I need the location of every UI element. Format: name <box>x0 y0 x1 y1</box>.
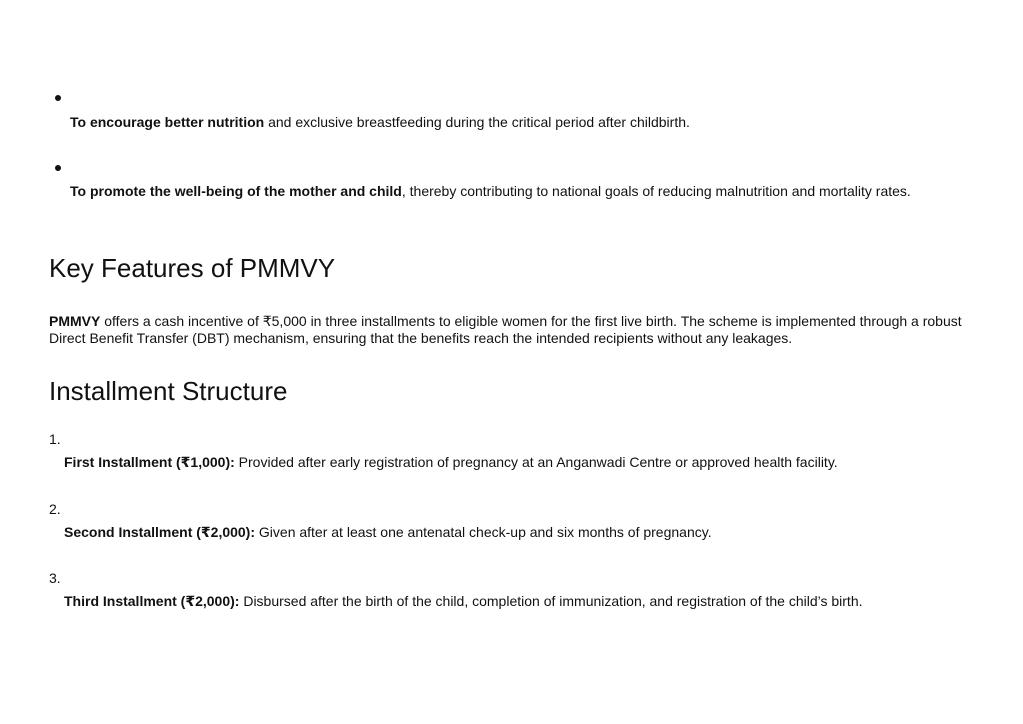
list-item-bold: To promote the well-being of the mother and child <box>70 183 402 199</box>
list-item-text <box>64 523 712 541</box>
bullet-dot <box>55 95 61 101</box>
key-features-paragraph <box>49 313 979 347</box>
list-item-bold: First Installment (₹1,000): <box>64 454 235 470</box>
list-item-rest: Provided after early registration of pregnancy at an Anganwadi Centre or approved health facility. <box>234 454 838 470</box>
list-item-rest: Disbursed after the birth of the child, completion of immunization, and registration of the child’s birth. <box>239 593 863 609</box>
bullet-dot <box>55 165 61 171</box>
list-number: 2. <box>49 501 61 517</box>
key-features-text: offers a cash incentive of ₹5,000 in three installments to eligible women for the first live birth. The scheme is implemented through a robust Direct Benefit Transfer (DBT) mechanism, ensuring that the benefits reach the intended recipients without any leakages. <box>49 313 962 346</box>
list-item-bold: Third Installment (₹2,000): <box>64 593 240 609</box>
list-number: 3. <box>49 570 61 586</box>
list-item-bold: Second Installment (₹2,000): <box>64 524 256 540</box>
list-item-rest: , thereby contributing to national goals of reducing malnutrition and mortality rates. <box>401 183 911 199</box>
list-item-rest: Given after at least one antenatal check-up and six months of pregnancy. <box>255 524 712 540</box>
list-item-text <box>64 453 838 471</box>
list-item-text <box>70 113 690 131</box>
list-item-bold: To encourage better nutrition <box>70 114 265 130</box>
key-features-bold: PMMVY <box>49 313 101 329</box>
list-number: 1. <box>49 431 61 447</box>
section-heading-installment-structure: Installment Structure <box>49 376 288 406</box>
list-item-text <box>64 592 863 610</box>
list-item-rest: and exclusive breastfeeding during the critical period after childbirth. <box>264 114 690 130</box>
list-item-text <box>70 182 911 200</box>
section-heading-key-features: Key Features of PMMVY <box>49 253 336 283</box>
